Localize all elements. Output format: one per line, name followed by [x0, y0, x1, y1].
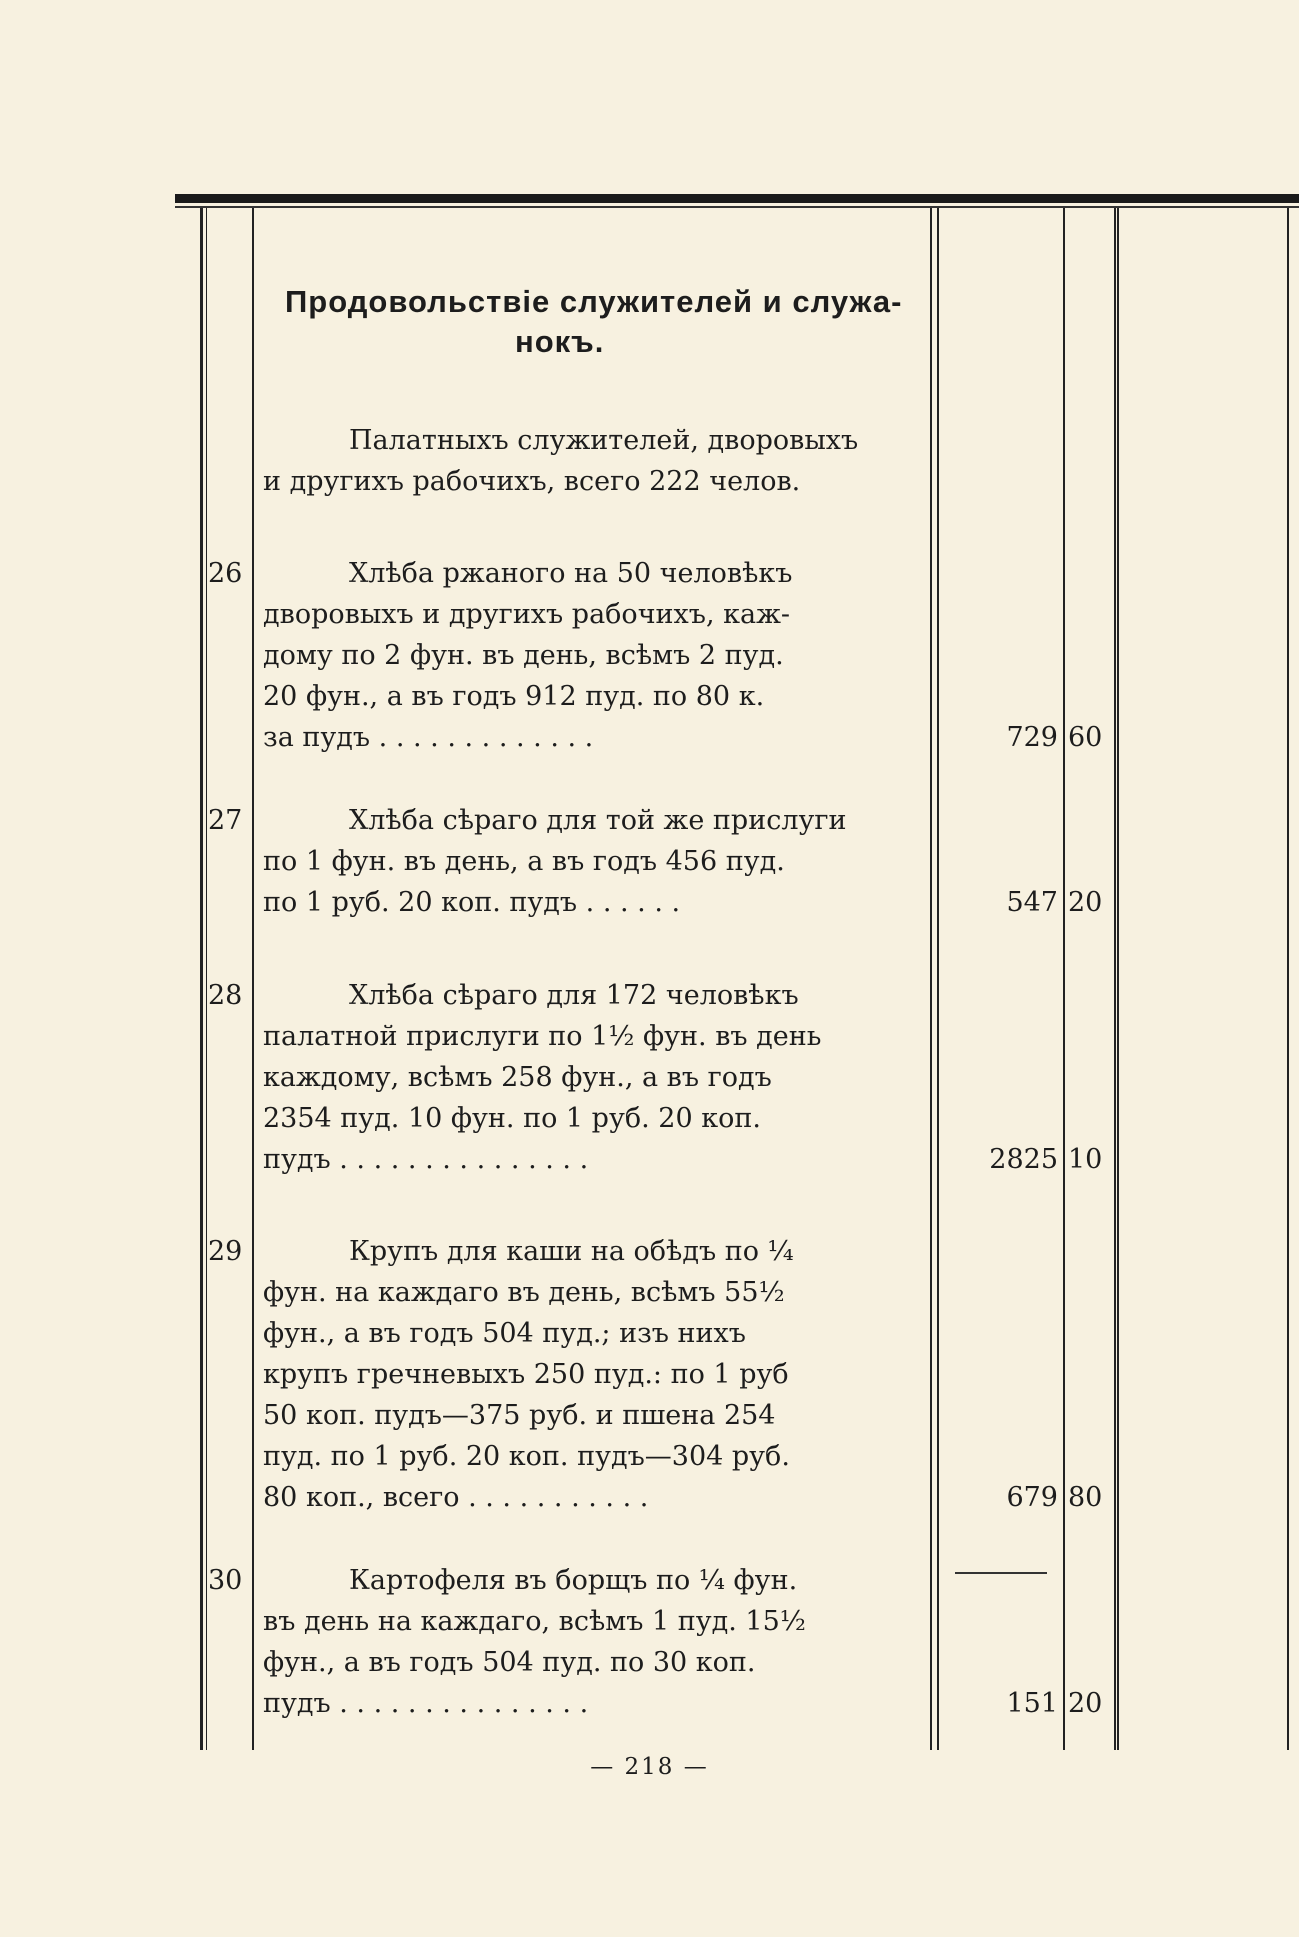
entry-text	[263, 800, 923, 923]
entry-line: Хлѣба ржаного на 50 человѣкъ	[349, 558, 793, 589]
entry-line: Картофеля въ борщъ по ¼ фун.	[349, 1565, 798, 1596]
column-divider	[1287, 208, 1289, 1750]
entry-line: дворовыхъ и другихъ рабочихъ, каж-	[263, 599, 791, 630]
entry-line: пудъ . . . . . . . . . . . . . . .	[263, 1688, 589, 1719]
heading-line-1: Продовольствіе служителей и служа-	[285, 284, 903, 319]
amount-rubles: 729	[1006, 722, 1058, 753]
amount-kopecks: 10	[1068, 1144, 1103, 1175]
intro-paragraph	[263, 420, 923, 502]
amount-kopecks: 80	[1068, 1482, 1103, 1513]
heading-line-2: нокъ.	[515, 324, 605, 359]
amount-kopecks: 20	[1068, 887, 1103, 918]
section-heading	[285, 282, 915, 362]
entry-line: по 1 фун. въ день, а въ годъ 456 пуд.	[263, 846, 785, 877]
entry-line: пуд. по 1 руб. 20 коп. пудъ—304 руб.	[263, 1441, 790, 1472]
entry-number: 30	[208, 1565, 243, 1596]
column-divider	[1063, 208, 1065, 1750]
entry-number: 27	[208, 805, 243, 836]
entry-line: палатной прислуги по 1½ фун. въ день	[263, 1021, 822, 1052]
column-divider	[1114, 208, 1116, 1750]
page-number: — 218 —	[590, 1754, 709, 1780]
entry-line: фун., а въ годъ 504 пуд.; изъ нихъ	[263, 1318, 746, 1349]
entry-line: за пудъ . . . . . . . . . . . . .	[263, 722, 594, 753]
entry-line: по 1 руб. 20 коп. пудъ . . . . . .	[263, 887, 681, 918]
entry-number: 26	[208, 558, 243, 589]
entry-line: Хлѣба сѣраго для 172 человѣкъ	[349, 980, 799, 1011]
entry-line: 80 коп., всего . . . . . . . . . . .	[263, 1482, 649, 1513]
top-rule-thin	[175, 206, 1299, 208]
column-divider	[200, 208, 203, 1750]
dash-mark	[955, 1572, 1047, 1574]
column-divider	[206, 208, 207, 1750]
entry-line: Хлѣба сѣраго для той же прислуги	[349, 805, 847, 836]
entry-line: 50 коп. пудъ—375 руб. и пшена 254	[263, 1400, 776, 1431]
entry-text	[263, 975, 923, 1180]
entry-number: 28	[208, 980, 243, 1011]
amount-rubles: 151	[1006, 1688, 1058, 1719]
entry-line: пудъ . . . . . . . . . . . . . . .	[263, 1144, 589, 1175]
entry-line: крупъ гречневыхъ 250 пуд.: по 1 руб	[263, 1359, 789, 1390]
entry-line: 20 фун., а въ годъ 912 пуд. по 80 к.	[263, 681, 765, 712]
entry-line: 2354 пуд. 10 фун. по 1 руб. 20 коп.	[263, 1103, 761, 1134]
entry-line: фун. на каждаго въ день, всѣмъ 55½	[263, 1277, 785, 1308]
entry-line: фун., а въ годъ 504 пуд. по 30 коп.	[263, 1647, 756, 1678]
intro-line-1: Палатныхъ служителей, дворовыхъ	[349, 425, 859, 456]
entry-text	[263, 1560, 923, 1724]
amount-rubles: 547	[1006, 887, 1058, 918]
entry-text	[263, 553, 923, 758]
intro-line-2: и другихъ рабочихъ, всего 222 челов.	[263, 466, 801, 497]
amount-rubles: 679	[1006, 1482, 1058, 1513]
entry-line: Крупъ для каши на обѣдъ по ¼	[349, 1236, 794, 1267]
column-divider	[1117, 208, 1119, 1750]
entry-text	[263, 1231, 923, 1518]
top-rule	[175, 194, 1299, 203]
amount-kopecks: 60	[1068, 722, 1103, 753]
amount-kopecks: 20	[1068, 1688, 1103, 1719]
entry-line: въ день на каждаго, всѣмъ 1 пуд. 15½	[263, 1606, 806, 1637]
column-divider	[252, 208, 254, 1750]
column-divider	[937, 208, 939, 1750]
amount-rubles: 2825	[989, 1144, 1058, 1175]
column-divider	[930, 208, 932, 1750]
entry-line: дому по 2 фун. въ день, всѣмъ 2 пуд.	[263, 640, 784, 671]
entry-number: 29	[208, 1236, 243, 1267]
entry-line: каждому, всѣмъ 258 фун., а въ годъ	[263, 1062, 772, 1093]
